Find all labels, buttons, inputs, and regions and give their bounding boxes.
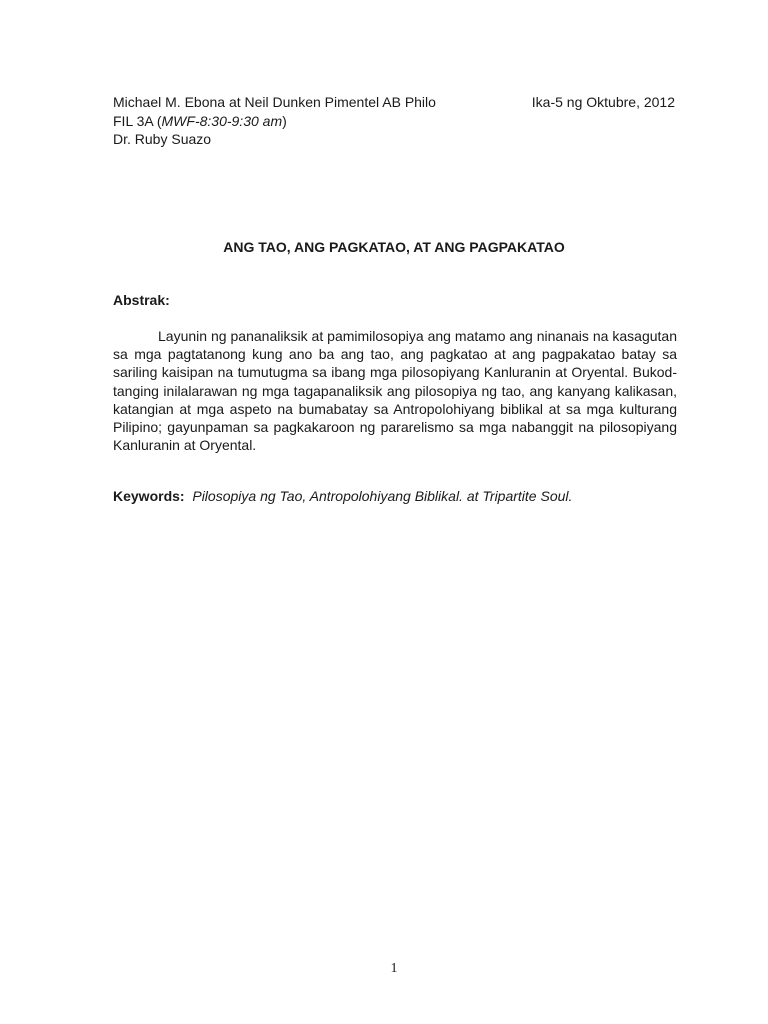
professor-line: Dr. Ruby Suazo <box>113 131 212 147</box>
page-number: 1 <box>390 961 398 976</box>
course-line <box>113 112 675 131</box>
document-title: ANG TAO, ANG PAGKATAO, AT ANG PAGPAKATAO <box>223 239 565 255</box>
header-row-authors-date <box>113 93 675 112</box>
course-schedule: MWF-8:30-9:30 am <box>161 112 283 129</box>
abstract-label: Abstrak: <box>113 292 170 308</box>
course-prefix: FIL 3A ( <box>113 112 162 129</box>
keywords-line <box>113 487 683 505</box>
course-suffix: ) <box>282 112 287 129</box>
abstract-body: Layunin ng pananaliksik at pamimilosopiya ang matamo ang ninanais na kasagutan sa mga pagtatanong kung ano ba ang tao, ang pagkatao at ang pagpakatao batay sa sariling kaisipan na tumutugma sa ibang mga pilosopiyang Kanluranin at Oryental. Bukod-tanging inilalarawan ng mga tagapanaliksik ang pilosopiya ng tao, ang kanyang kalikasan, katangian at mga aspeto na bumabatay sa Antropolohiyang biblikal at sa mga kulturang Pilipino; gayunpaman sa pagkakaroon ng pararelismo sa mga nabanggit na pilosopiyang Kanluranin at Oryental. <box>113 328 677 454</box>
date-line: Ika-5 ng Oktubre, 2012 <box>531 94 675 110</box>
authors-line: Michael M. Ebona at Neil Dunken Pimentel AB Philo <box>113 94 436 110</box>
document-header <box>113 93 675 149</box>
keywords-label: Keywords: <box>113 488 185 504</box>
keywords-text: Pilosopiya ng Tao, Antropolohiyang Biblikal. at Tripartite Soul. <box>192 488 573 504</box>
